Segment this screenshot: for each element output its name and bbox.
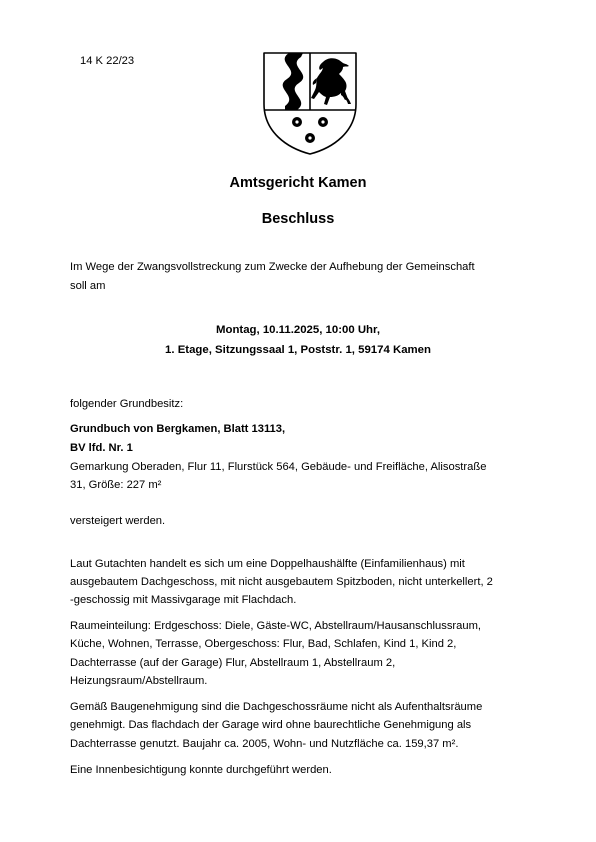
document-type: Beschluss — [261, 211, 335, 227]
rooms-line-1: Raumeinteilung: Erdgeschoss: Diele, Gäste-WC, Abstellraum/Hausanschlussraum, — [70, 620, 482, 632]
land-register: Grundbuch von Bergkamen, Blatt 13113, — [70, 423, 286, 435]
rooms-line-4: Heizungsraum/Abstellraum. — [70, 675, 208, 687]
permit-line-2: genehmigt. Das flachdach der Garage wird ohne baurechtliche Genehmigung als — [70, 719, 472, 731]
case-number: 14 K 22/23 — [80, 55, 135, 67]
appointment-date: Montag, 10.11.2025, 10:00 Uhr, — [216, 324, 380, 336]
description-line-2: ausgebautem Dachgeschoss, mit nicht ausgebautem Spitzboden, nicht unterkellert, 2 — [70, 576, 493, 588]
rooms-line-3: Dachterrasse (auf der Garage) Flur, Abstellraum 1, Abstellraum 2, — [70, 657, 396, 669]
parcel-line-1: Gemarkung Oberaden, Flur 11, Flurstück 564, Gebäude- und Freifläche, Alisostraße — [70, 461, 487, 473]
description-line-3: -geschossig mit Massivgarage mit Flachdach. — [70, 594, 297, 606]
appointment-location: 1. Etage, Sitzungssaal 1, Poststr. 1, 59174 Kamen — [165, 344, 431, 356]
permit-line-3: Dachterrasse genutzt. Baujahr ca. 2005, Wohn- und Nutzfläche ca. 159,37 m². — [70, 738, 459, 750]
court-name: Amtsgericht Kamen — [229, 175, 367, 191]
permit-line-1: Gemäß Baugenehmigung sind die Dachgeschossräume nicht als Aufenthaltsräume — [70, 701, 483, 713]
inspection-note: Eine Innenbesichtigung konnte durchgeführt werden. — [70, 764, 332, 776]
description-line-1: Laut Gutachten handelt es sich um eine Doppelhaushälfte (Einfamilienhaus) mit — [70, 558, 465, 570]
intro-line-1: Im Wege der Zwangsvollstreckung zum Zwecke der Aufhebung der Gemeinschaft — [70, 261, 475, 273]
rooms-line-2: Küche, Wohnen, Terrasse, Obergeschoss: Flur, Bad, Schlafen, Kind 1, Kind 2, — [70, 638, 457, 650]
parcel-line-2: 31, Größe: 227 m² — [70, 479, 162, 491]
coat-of-arms-icon — [259, 48, 361, 156]
property-intro: folgender Grundbesitz: — [70, 398, 184, 410]
intro-line-2: soll am — [70, 280, 106, 292]
auction-phrase: versteigert werden. — [70, 515, 166, 527]
bv-number: BV lfd. Nr. 1 — [70, 442, 133, 454]
